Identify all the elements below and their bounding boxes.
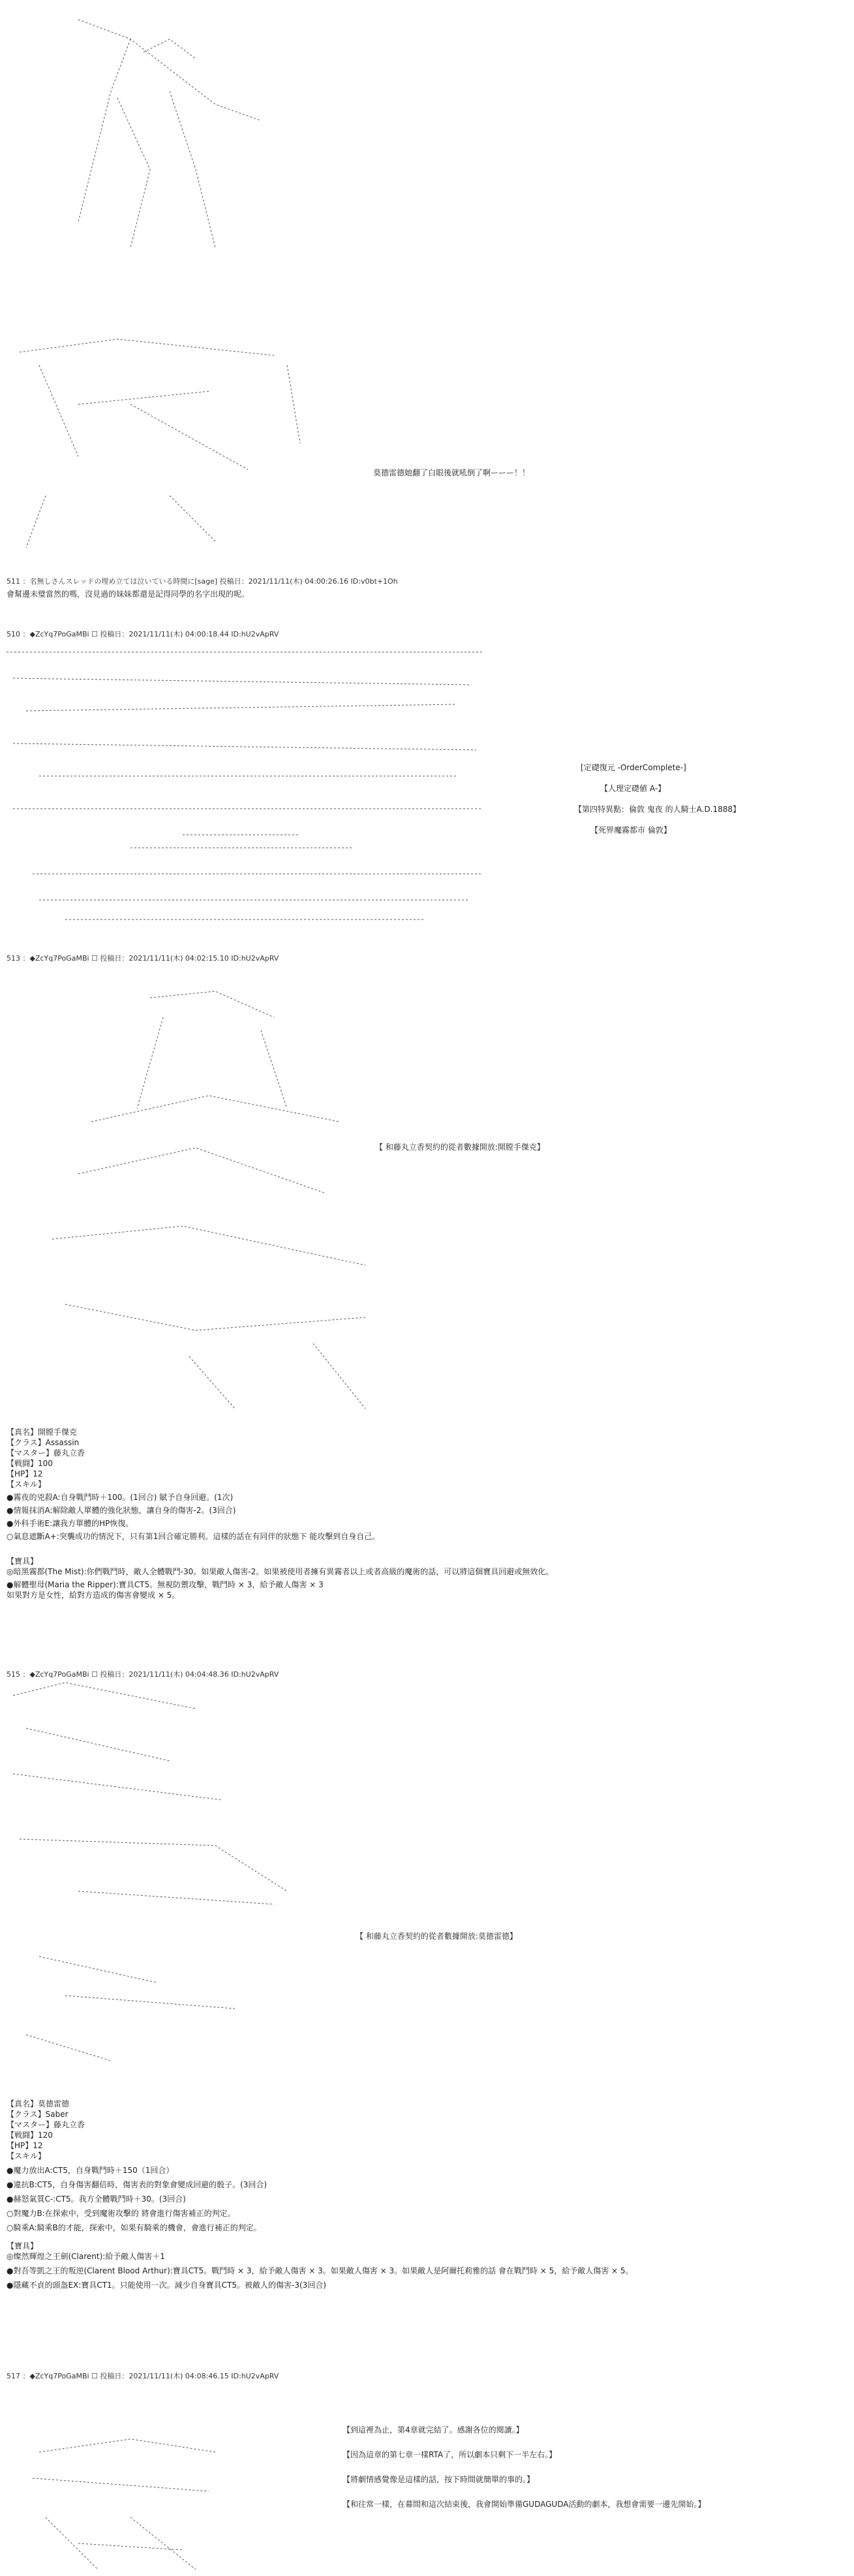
stat-line: ◎暗黑霧都(The Mist):你們戰鬥時，敵人全體戰鬥-30。如果敵人傷害-2。如果被使用者擁有異霧者以上或者高級的魔術的話，可以將這個寶具回避或無效化。 [7, 1567, 554, 1576]
ascii-art-figure-1 [78, 20, 261, 248]
stat-line: 【戦闘】100 [7, 1459, 53, 1468]
stat-line: 【HP】12 [7, 2141, 43, 2150]
stat-line: 【クラス】Assassin [7, 1438, 80, 1447]
stat-line: ●情報抹消A:解除敵人單體的強化狀態，讓自身的傷害-2。(3回合) [7, 1506, 236, 1515]
stat-line: ◎燦然輝煌之王劍(Clarent):給予敵人傷害＋1 [7, 2252, 165, 2261]
stat-line: 【戦闘】120 [7, 2131, 53, 2140]
stat-line: ●霧夜的兇殺A:自身戰鬥時＋100。(1回合) 賦予自身回避。(1次) [7, 1493, 234, 1502]
post-header-513: 513 ：◆ZcYq7PoGaMBi ☐ 投稿日：2021/11/11(木) 04:02:15.10 ID:hU2vApRV [7, 954, 279, 963]
servant-stats-jack [7, 1427, 848, 1600]
stat-line [7, 1542, 848, 1552]
shout-text: 莫德雷德她翻了白眼後就吼倒了啊ーーー！！ [373, 468, 530, 477]
stat-line: ●違抗B:CT5，自身傷害翻倍時，傷害表的對象會變成回避的骰子。(3回合) [7, 2180, 267, 2189]
stat-line: 【クラス】Saber [7, 2110, 69, 2119]
stat-line: 【HP】12 [7, 1469, 43, 1478]
stat-line: ●赫怒氣質C-:CT5。我方全體戰鬥時＋30。(3回合) [7, 2194, 186, 2204]
remark-line: 【將劇情感覺像是這樣的話，按下時間就簡單的事的。】 [343, 2475, 535, 2484]
post-header-515: 515 ：◆ZcYq7PoGaMBi ☐ 投稿日：2021/11/11(木) 04:04:48.36 ID:hU2vApRV [7, 1670, 279, 1679]
stat-line: 【真名】開膛手傑克 [7, 1428, 78, 1437]
ascii-art-figure-3 [7, 652, 483, 920]
post-body-511: 會幫邊未璧當然的嗎，沒見過的妹妹都還是記得同學的名字出現的呢。 [7, 590, 250, 599]
stat-line: 【マスター】藤丸立香 [7, 2120, 85, 2129]
ascii-art-figure-4 [52, 991, 365, 1409]
remark-line: 【到這裡為止，第4章就完結了。感謝各位的閱讀。】 [343, 2425, 524, 2434]
annotation-singularity: 【第四特異點：倫敦 鬼夜 的人騎士A.D.1888】 [574, 805, 741, 814]
ascii-art-figure-2 [20, 339, 300, 548]
post-header-510: 510 ：◆ZcYq7PoGaMBi ☐ 投稿日：2021/11/11(木) 04:00:18.44 ID:hU2vApRV [7, 630, 279, 638]
stat-line: ○騎乘A:騎乘B的才能，探索中，如果有騎乘的機會，會進行補正的判定。 [7, 2223, 262, 2232]
annotation-servant-jack: 【 和藤丸立香契約的從者數據開放:開膛手傑克】 [375, 1143, 545, 1152]
annotation-servant-mordred: 【 和藤丸立香契約的從者數據開放:莫德雷德】 [356, 1932, 517, 1941]
servant-stats-mordred [7, 2099, 848, 2290]
stat-line: ○對魔力B:在探索中，受到魔術攻擊的 將會進行傷害補正的判定。 [7, 2209, 236, 2218]
stat-line: ●外科手術E:讓我方單體的HP恢復。 [7, 1519, 134, 1528]
post-header-517: 517 ：◆ZcYq7PoGaMBi ☐ 投稿日：2021/11/11(木) 04:08:46.15 ID:hU2vApRV [7, 2372, 279, 2380]
stat-line: ●魔力放出A:CT5，自身戰鬥時＋150（1回合） [7, 2166, 174, 2175]
stat-line: ●對吾等凱之王的叛逆(Clarent Blood Arthur):寶具CT5。戰鬥時 × 3，給予敵人傷害 × 3。如果敵人傷害 × 3。如果敵人是阿爾托莉雅的話 會在戰鬥時 × 5，給予敵人傷害 × 5。 [7, 2266, 633, 2275]
post-header-511: 511 ：名無しさんスレッドの埋め立ては泣いている時間に[sage] 投稿日：2021/11/11(木) 04:00:26.16 ID:v0bt+1Oh [7, 577, 398, 586]
ascii-art-figure-5 [13, 1683, 287, 2061]
remark-line: 【因為這章的第七章一樣RTA了，所以劇本只剩下一半左右。】 [343, 2450, 557, 2459]
ascii-art-figure-6 [33, 2439, 215, 2569]
stat-line: 【寶具】 [7, 1557, 38, 1566]
closing-remarks [343, 2425, 851, 2509]
stat-line: 【真名】莫德雷德 [7, 2099, 70, 2108]
stat-line: 如果對方是女性，給對方造成的傷害會變成 × 5。 [7, 1591, 180, 1600]
annotation-city: 【死界魔霧都市 倫敦】 [590, 826, 671, 835]
stat-line: 【マスター】藤丸立香 [7, 1448, 85, 1458]
stat-line: ○氣息遮斷A+:突襲成功的情況下，只有第1回合確定勝利。這樣的話在有同伴的狀態下 能攻擊到自身自己。 [7, 1532, 380, 1541]
stat-line: ●隱藏不貞的頭盔EX:寶具CT1。只能使用一次。減少自身寶具CT5。被敵人的傷害-3(3回合) [7, 2281, 326, 2290]
stat-line: 【スキル】 [7, 2151, 46, 2161]
annotation-order-complete: [定礎復元 -OrderComplete-] [581, 763, 686, 772]
stat-line: 【寶具】 [7, 2241, 38, 2251]
stat-line: ●解體聖母(Maria the Ripper):寶具CT5。無視防禦攻擊，戰鬥時 × 3，給予敵人傷害 × 3 [7, 1580, 324, 1589]
remark-line: 【和往常一樣，在幕間和這次結束後，我會開始準備GUDAGUDA活動的劇本，我想會需要一邊先開始。】 [343, 2500, 706, 2509]
stat-line: 【スキル】 [7, 1480, 46, 1489]
stat-line [7, 2233, 848, 2241]
annotation-order-value: 【人理定礎値 A-】 [600, 784, 666, 793]
